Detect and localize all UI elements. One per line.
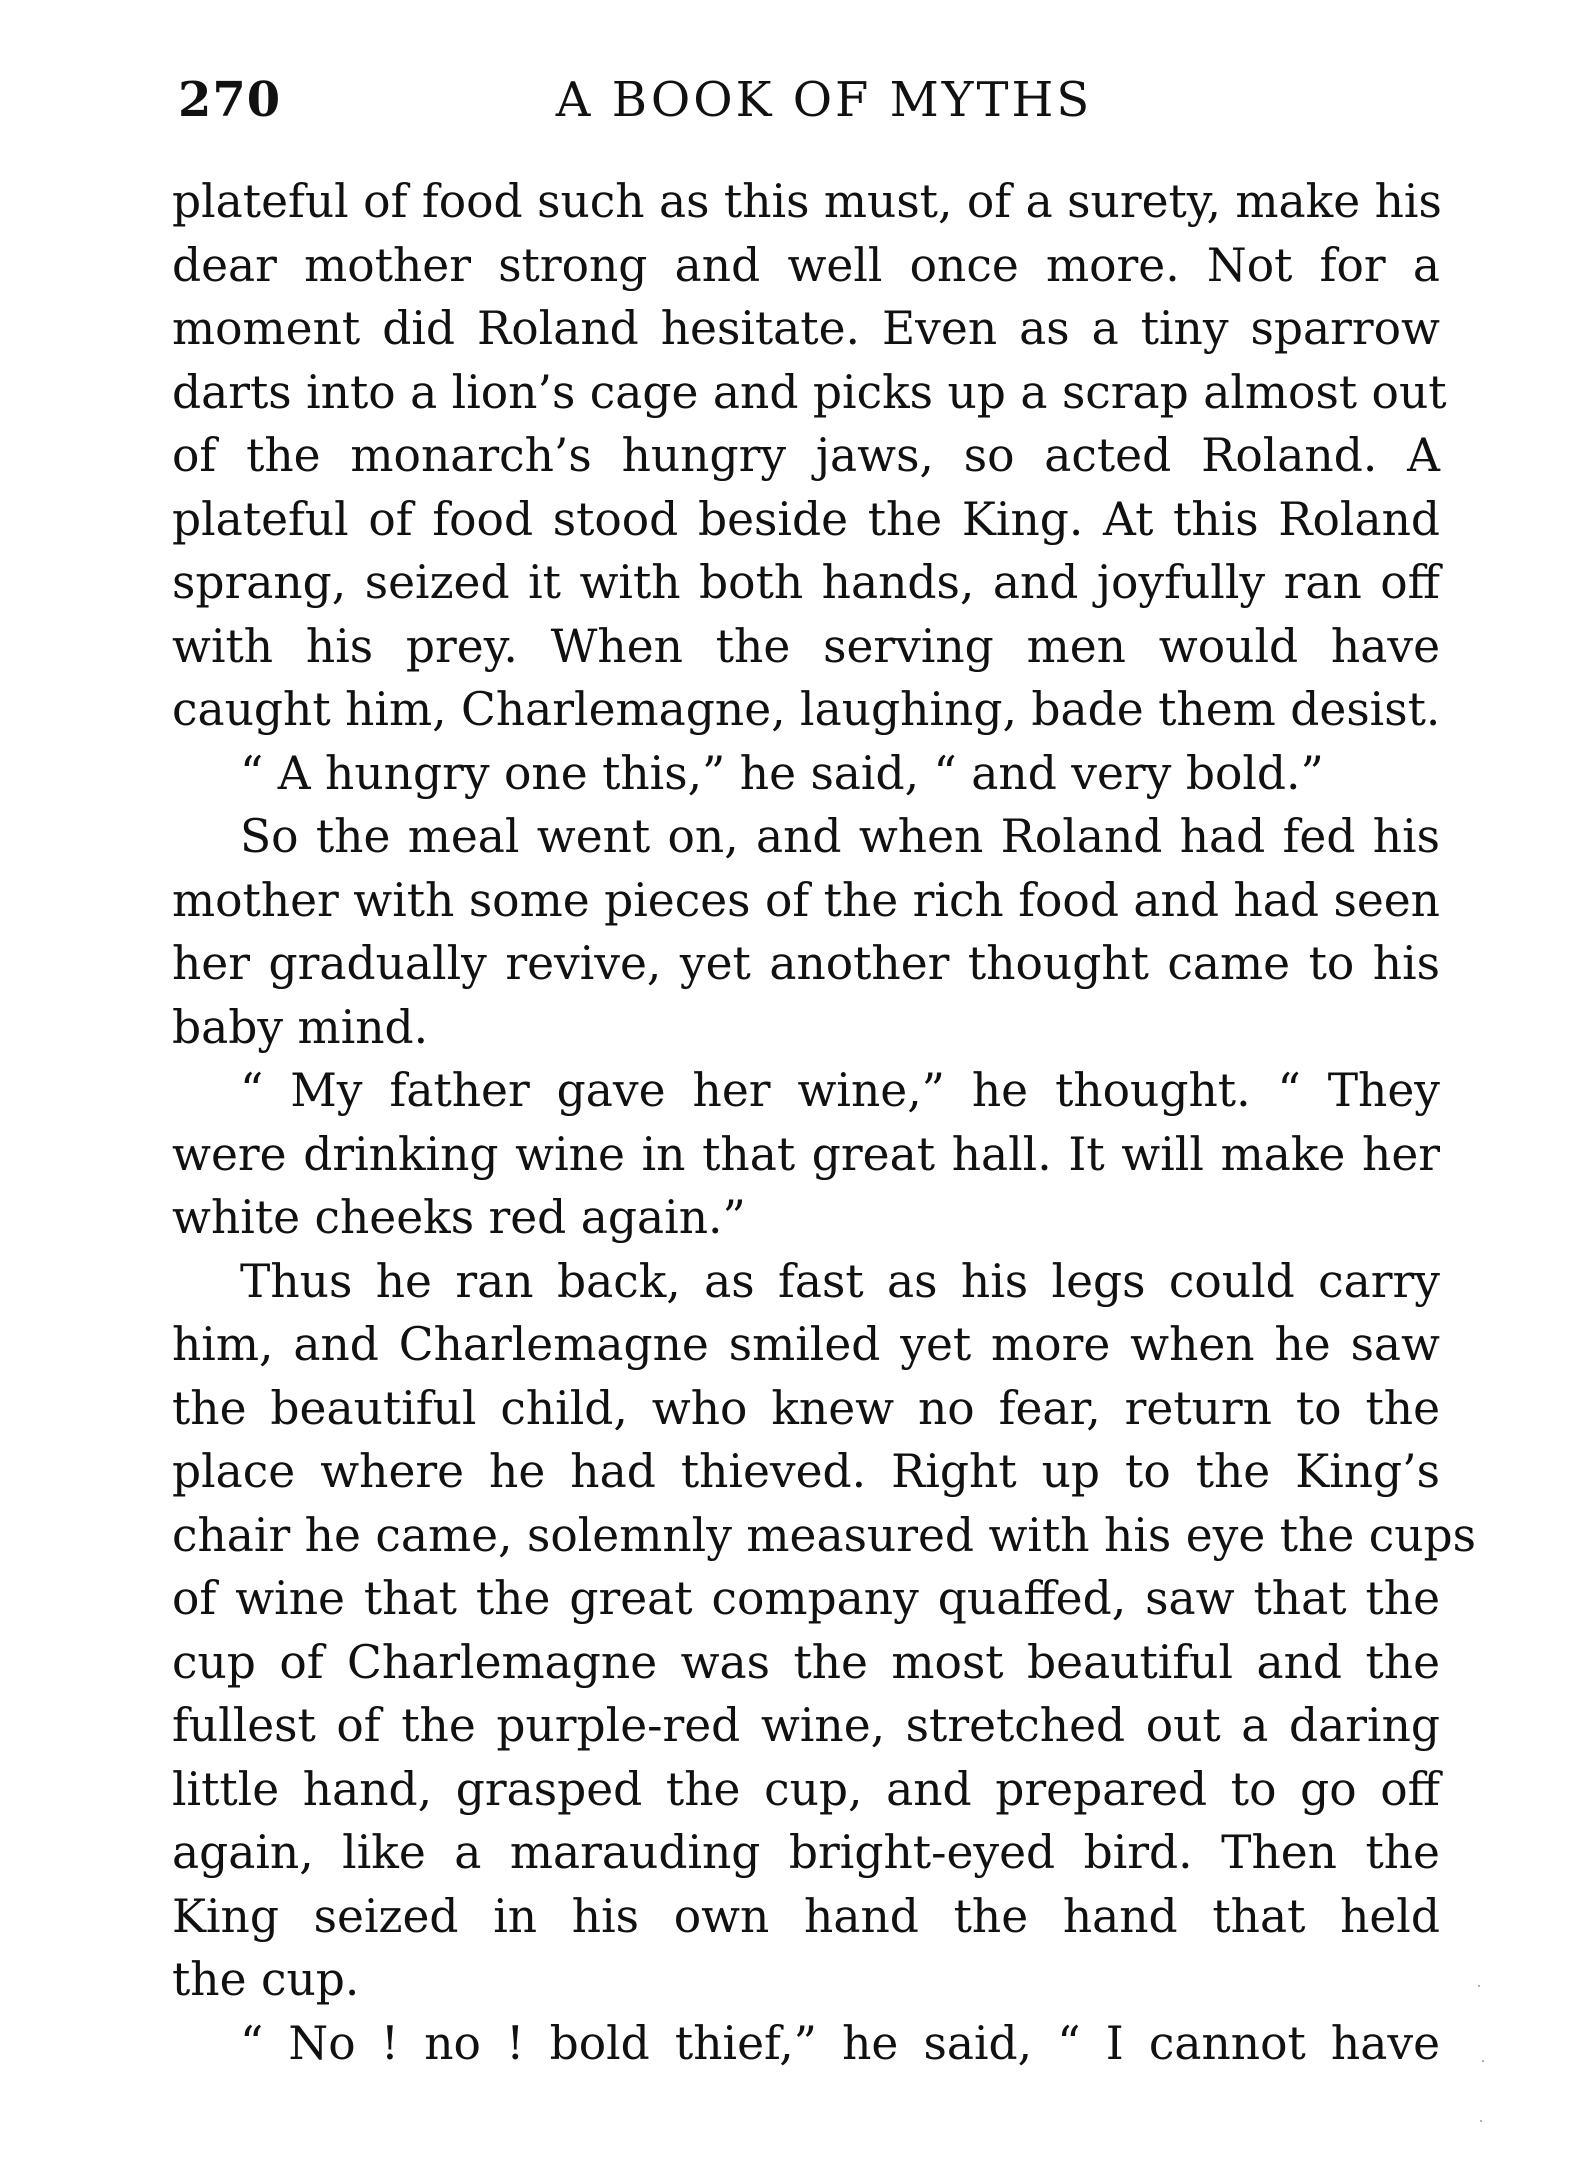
text-line: “ A hungry one this,” he said, “ and very bold.”	[240, 746, 1324, 800]
text-line: white cheeks red again.”	[172, 1191, 746, 1244]
text-line: little hand, grasped the cup, and prepared to go off	[172, 1762, 1440, 1816]
running-title: A BOOK OF MYTHS	[555, 72, 1093, 128]
text-line: with his prey. When the serving men would have	[172, 619, 1440, 673]
page-header	[178, 72, 1440, 142]
text-line: again, like a marauding bright-eyed bird. Then the	[172, 1826, 1440, 1879]
text-line: him, and Charlemagne smiled yet more when he saw	[172, 1318, 1440, 1371]
text-line: baby mind.	[172, 1000, 429, 1054]
page-number: 270	[178, 72, 282, 128]
text-line: her gradually revive, yet another thought came to his	[172, 937, 1440, 990]
text-line: plateful of food such as this must, of a surety, make his	[172, 175, 1442, 228]
text-line: fullest of the purple-red wine, stretched out a daring	[172, 1699, 1440, 1752]
text-line: moment did Roland hesitate. Even as a tiny sparrow	[172, 302, 1440, 355]
scan-speck	[1478, 1985, 1480, 1987]
text-line: chair he came, solemnly measured with his eye the cups	[172, 1508, 1476, 1562]
text-line: place where he had thieved. Right up to the King’s	[172, 1445, 1440, 1498]
text-line: So the meal went on, and when Roland had fed his	[240, 810, 1440, 863]
text-line: darts into a lion’s cage and picks up a scrap almost out	[172, 365, 1447, 419]
scan-speck	[1482, 2060, 1484, 2062]
text-line: dear mother strong and well once more. Not for a	[172, 238, 1440, 292]
text-line: caught him, Charlemagne, laughing, bade them desist.	[172, 683, 1441, 736]
text-line: plateful of food stood beside the King. At this Roland	[172, 492, 1440, 546]
text-line: King seized in his own hand the hand that held	[172, 1889, 1440, 1943]
text-line: the beautiful child, who knew no fear, return to the	[172, 1381, 1440, 1435]
text-line: “ No ! no ! bold thief,” he said, “ I cannot have	[240, 2016, 1440, 2070]
text-line: “ My father gave her wine,” he thought. “ They	[240, 1064, 1440, 1117]
text-line: of the monarch’s hungry jaws, so acted Roland. A	[172, 429, 1440, 482]
scan-speck	[1480, 2120, 1482, 2122]
text-line: of wine that the great company quaffed, saw that the	[172, 1572, 1440, 1625]
body-text	[172, 170, 1476, 2075]
text-line: Thus he ran back, as fast as his legs could carry	[240, 1254, 1440, 1308]
text-line: were drinking wine in that great hall. It will make her	[172, 1127, 1440, 1181]
text-line: the cup.	[172, 1953, 360, 2006]
text-line: sprang, seized it with both hands, and joyfully ran off	[172, 556, 1440, 609]
text-line: mother with some pieces of the rich food and had seen	[172, 873, 1440, 927]
text-line: cup of Charlemagne was the most beautiful and the	[172, 1635, 1440, 1689]
